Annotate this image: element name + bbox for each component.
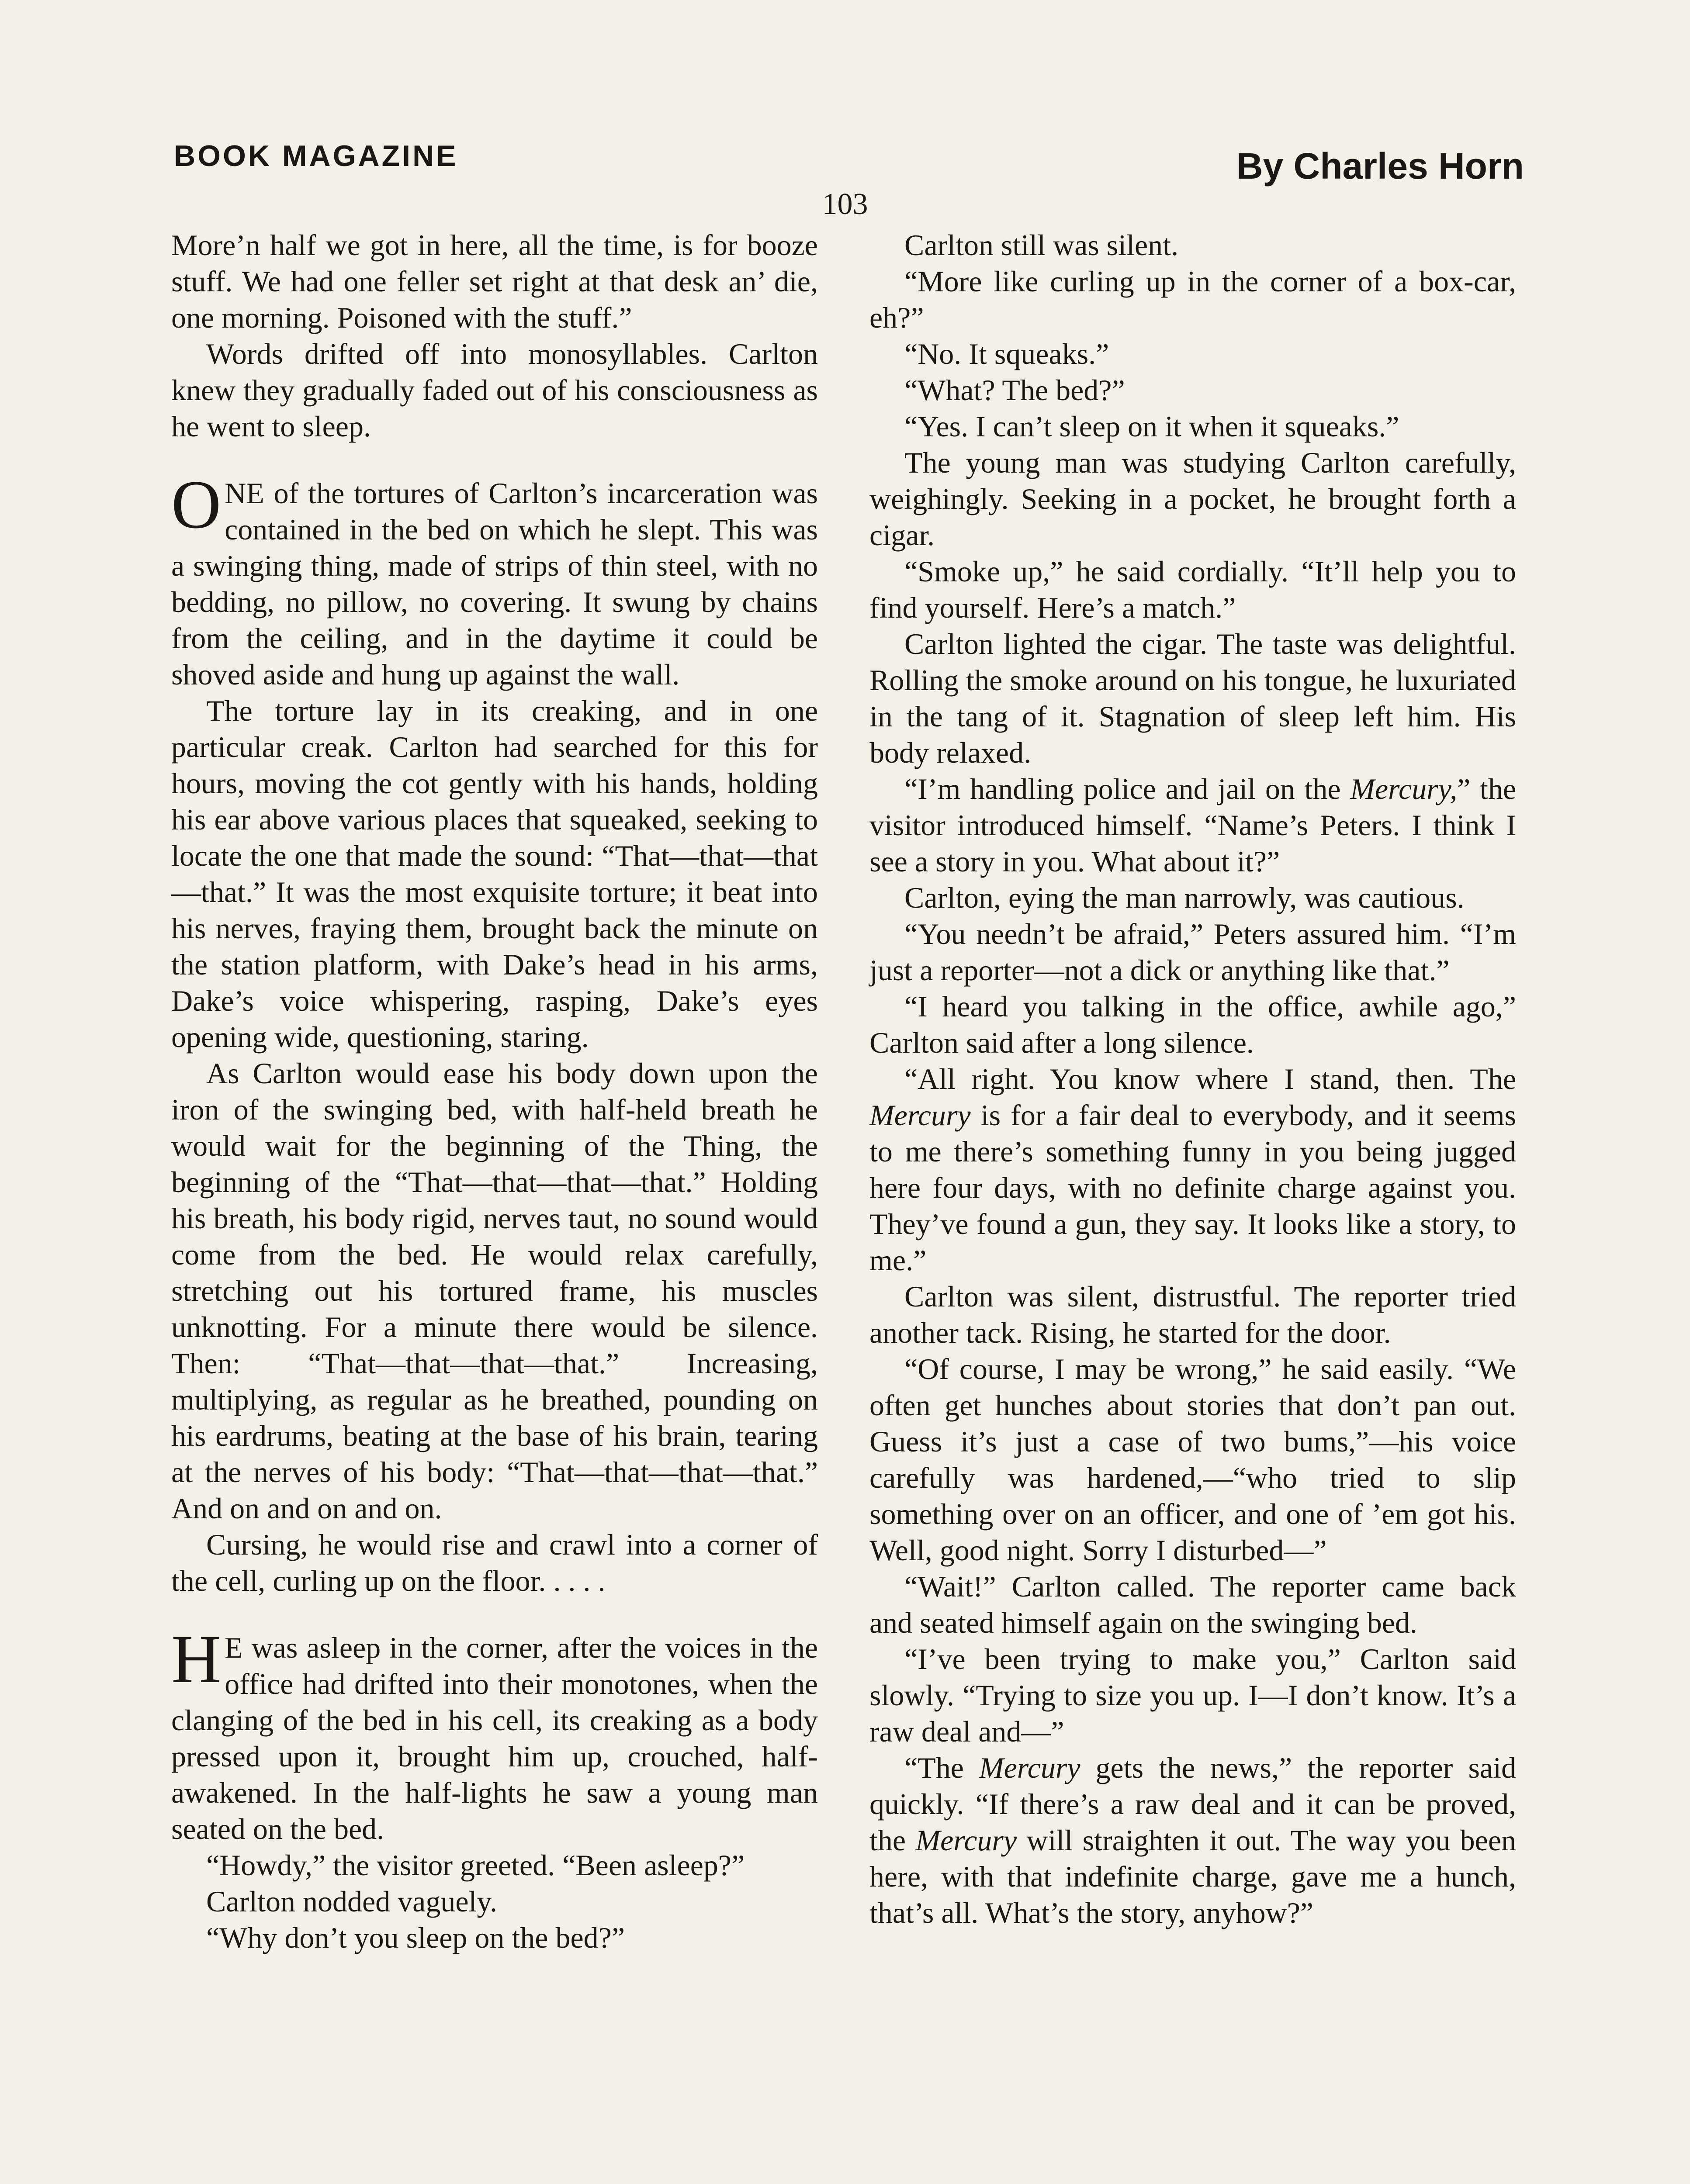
paragraph-text: NE of the tortures of Carlton’s incarceration was contained in the bed on which he slept. This was a swinging thing, made of strips of thin steel, with no bedding, no pillow, no covering. It swung by chains from the ceiling, and in the daytime it could be shoved aside and hung up against the wall. <box>171 477 818 691</box>
paragraph: Cursing, he would rise and crawl into a corner of the cell, curling up on the floor. . . . . <box>171 1528 818 1597</box>
newspaper-name: Mercury <box>979 1751 1080 1784</box>
paragraph: “Howdy,” the visitor greeted. “Been asleep?” <box>206 1849 745 1882</box>
paragraph: The torture lay in its creaking, and in one particular creak. Carlton had searched for this for hours, moving the cot gently with his hands, holding his ear above various places that squeaked, seeking to locate the one that made the sound: “That—that—that—that.” It was the most exquisite torture; it beat into his nerves, fraying them, brought back the minute on the station platform, with Dake’s head in his arms, Dake’s voice whispering, rasping, Dake’s eyes opening wide, questioning, staring. <box>171 694 818 1054</box>
paragraph <box>869 1061 1516 1279</box>
paragraph: “Smoke up,” he said cordially. “It’ll help you to find yourself. Here’s a match.” <box>869 555 1516 624</box>
paragraph: Carlton still was silent. <box>904 228 1179 262</box>
paragraph: “I’ve been trying to make you,” Carlton said slowly. “Trying to size you up. I—I don’t know. It’s a raw deal and—” <box>869 1642 1516 1748</box>
paragraph: The young man was studying Carlton carefully, weighingly. Seeking in a pocket, he brought forth a cigar. <box>869 446 1516 552</box>
section-paragraph <box>171 467 818 693</box>
paragraph: “Of course, I may be wrong,” he said easily. “We often get hunches about stories that don’t pan out. Guess it’s just a case of two bums,”—his voice carefully was hardened,—“who tried to slip something over on an officer, and one of ’em got his. Well, good night. Sorry I disturbed—” <box>869 1352 1516 1567</box>
left-column <box>171 227 818 1956</box>
paragraph: “More like curling up in the corner of a box-car, eh?” <box>869 265 1516 334</box>
paragraph: “You needn’t be afraid,” Peters assured him. “I’m just a reporter—not a dick or anything like that.” <box>869 917 1516 987</box>
paragraph: More’n half we got in here, all the time, is for booze stuff. We had one feller set right at that desk an’ die, one morning. Poisoned with the stuff.” <box>171 228 818 334</box>
text-run: “All right. You know where I stand, then. The <box>904 1062 1516 1095</box>
text-run: is for a fair deal to everybody, and it seems to me there’s something funny in you being jugged here four days, with no definite charge against you. They’ve found a gun, they say. It looks like a story, to me.” <box>869 1099 1516 1277</box>
text-run: ” the visitor introduced himself. “Name’s Peters. I think I see a story in you. What about it?” <box>869 772 1516 878</box>
paragraph: Carlton, eying the man narrowly, was cautious. <box>904 881 1465 914</box>
paragraph: Carlton nodded vaguely. <box>206 1885 497 1918</box>
paragraph <box>869 1750 1516 1931</box>
text-run: will straighten it out. The way you been here, with that indefinite charge, gave me a hunch, that’s all. What’s the story, anyhow?” <box>869 1824 1516 1929</box>
text-run: gets the news,” the reporter said quickly. “If there’s a raw deal and it can be proved, the <box>869 1751 1516 1857</box>
paragraph: “Why don’t you sleep on the bed?” <box>206 1921 625 1954</box>
paragraph: Carlton lighted the cigar. The taste was delightful. Rolling the smoke around on his tongue, he luxuriated in the tang of it. Stagnation of sleep left him. His body relaxed. <box>869 627 1516 769</box>
text-run: “I’m handling police and jail on the <box>904 772 1351 805</box>
paragraph: “Wait!” Carlton called. The reporter came back and seated himself again on the swinging bed. <box>869 1570 1516 1639</box>
page-number: 103 <box>822 187 868 221</box>
newspaper-name: Mercury, <box>1350 772 1458 805</box>
paragraph: As Carlton would ease his body down upon the iron of the swinging bed, with half-held breath he would wait for the beginning of the Thing, the beginning of the “That—that—that—that.” Holding his breath, his body rigid, nerves taut, no sound would come from the bed. He would relax carefully, stretching out his tortured frame, his muscles unknotting. For a minute there would be silence. Then: “That—that—that—that.” Increasing, multiplying, as regular as he breathed, pounding on his eardrums, beating at the base of his brain, tearing at the nerves of his body: “That—that—that—that.” And on and on and on. <box>171 1057 818 1525</box>
drop-cap: O <box>171 467 222 543</box>
paragraph: “I heard you talking in the office, awhile ago,” Carlton said after a long silence. <box>869 990 1516 1059</box>
paragraph-text: E was asleep in the corner, after the voices in the office had drifted into their monotones, when the clanging of the bed in his cell, its creaking as a body pressed upon it, brought him up, crouched, half-awakened. In the half-lights he saw a young man seated on the bed. <box>171 1631 818 1845</box>
drop-cap: H <box>171 1621 222 1697</box>
paragraph: Carlton was silent, distrustful. The reporter tried another tack. Rising, he started for the door. <box>869 1280 1516 1349</box>
paragraph: “Yes. I can’t sleep on it when it squeaks.” <box>904 410 1399 443</box>
author-byline: By Charles Horn <box>1236 145 1524 187</box>
magazine-title: BOOK MAGAZINE <box>174 139 458 173</box>
text-run: “The <box>904 1751 979 1784</box>
newspaper-name: Mercury <box>915 1824 1017 1857</box>
paragraph: “What? The bed?” <box>904 373 1125 407</box>
newspaper-name: Mercury <box>869 1099 971 1132</box>
right-column <box>869 227 1516 1931</box>
paragraph: Words drifted off into monosyllables. Carlton knew they gradually faded out of his consciousness as he went to sleep. <box>171 337 818 443</box>
paragraph: “No. It squeaks.” <box>904 337 1109 370</box>
section-paragraph <box>171 1621 818 1847</box>
paragraph <box>869 771 1516 880</box>
